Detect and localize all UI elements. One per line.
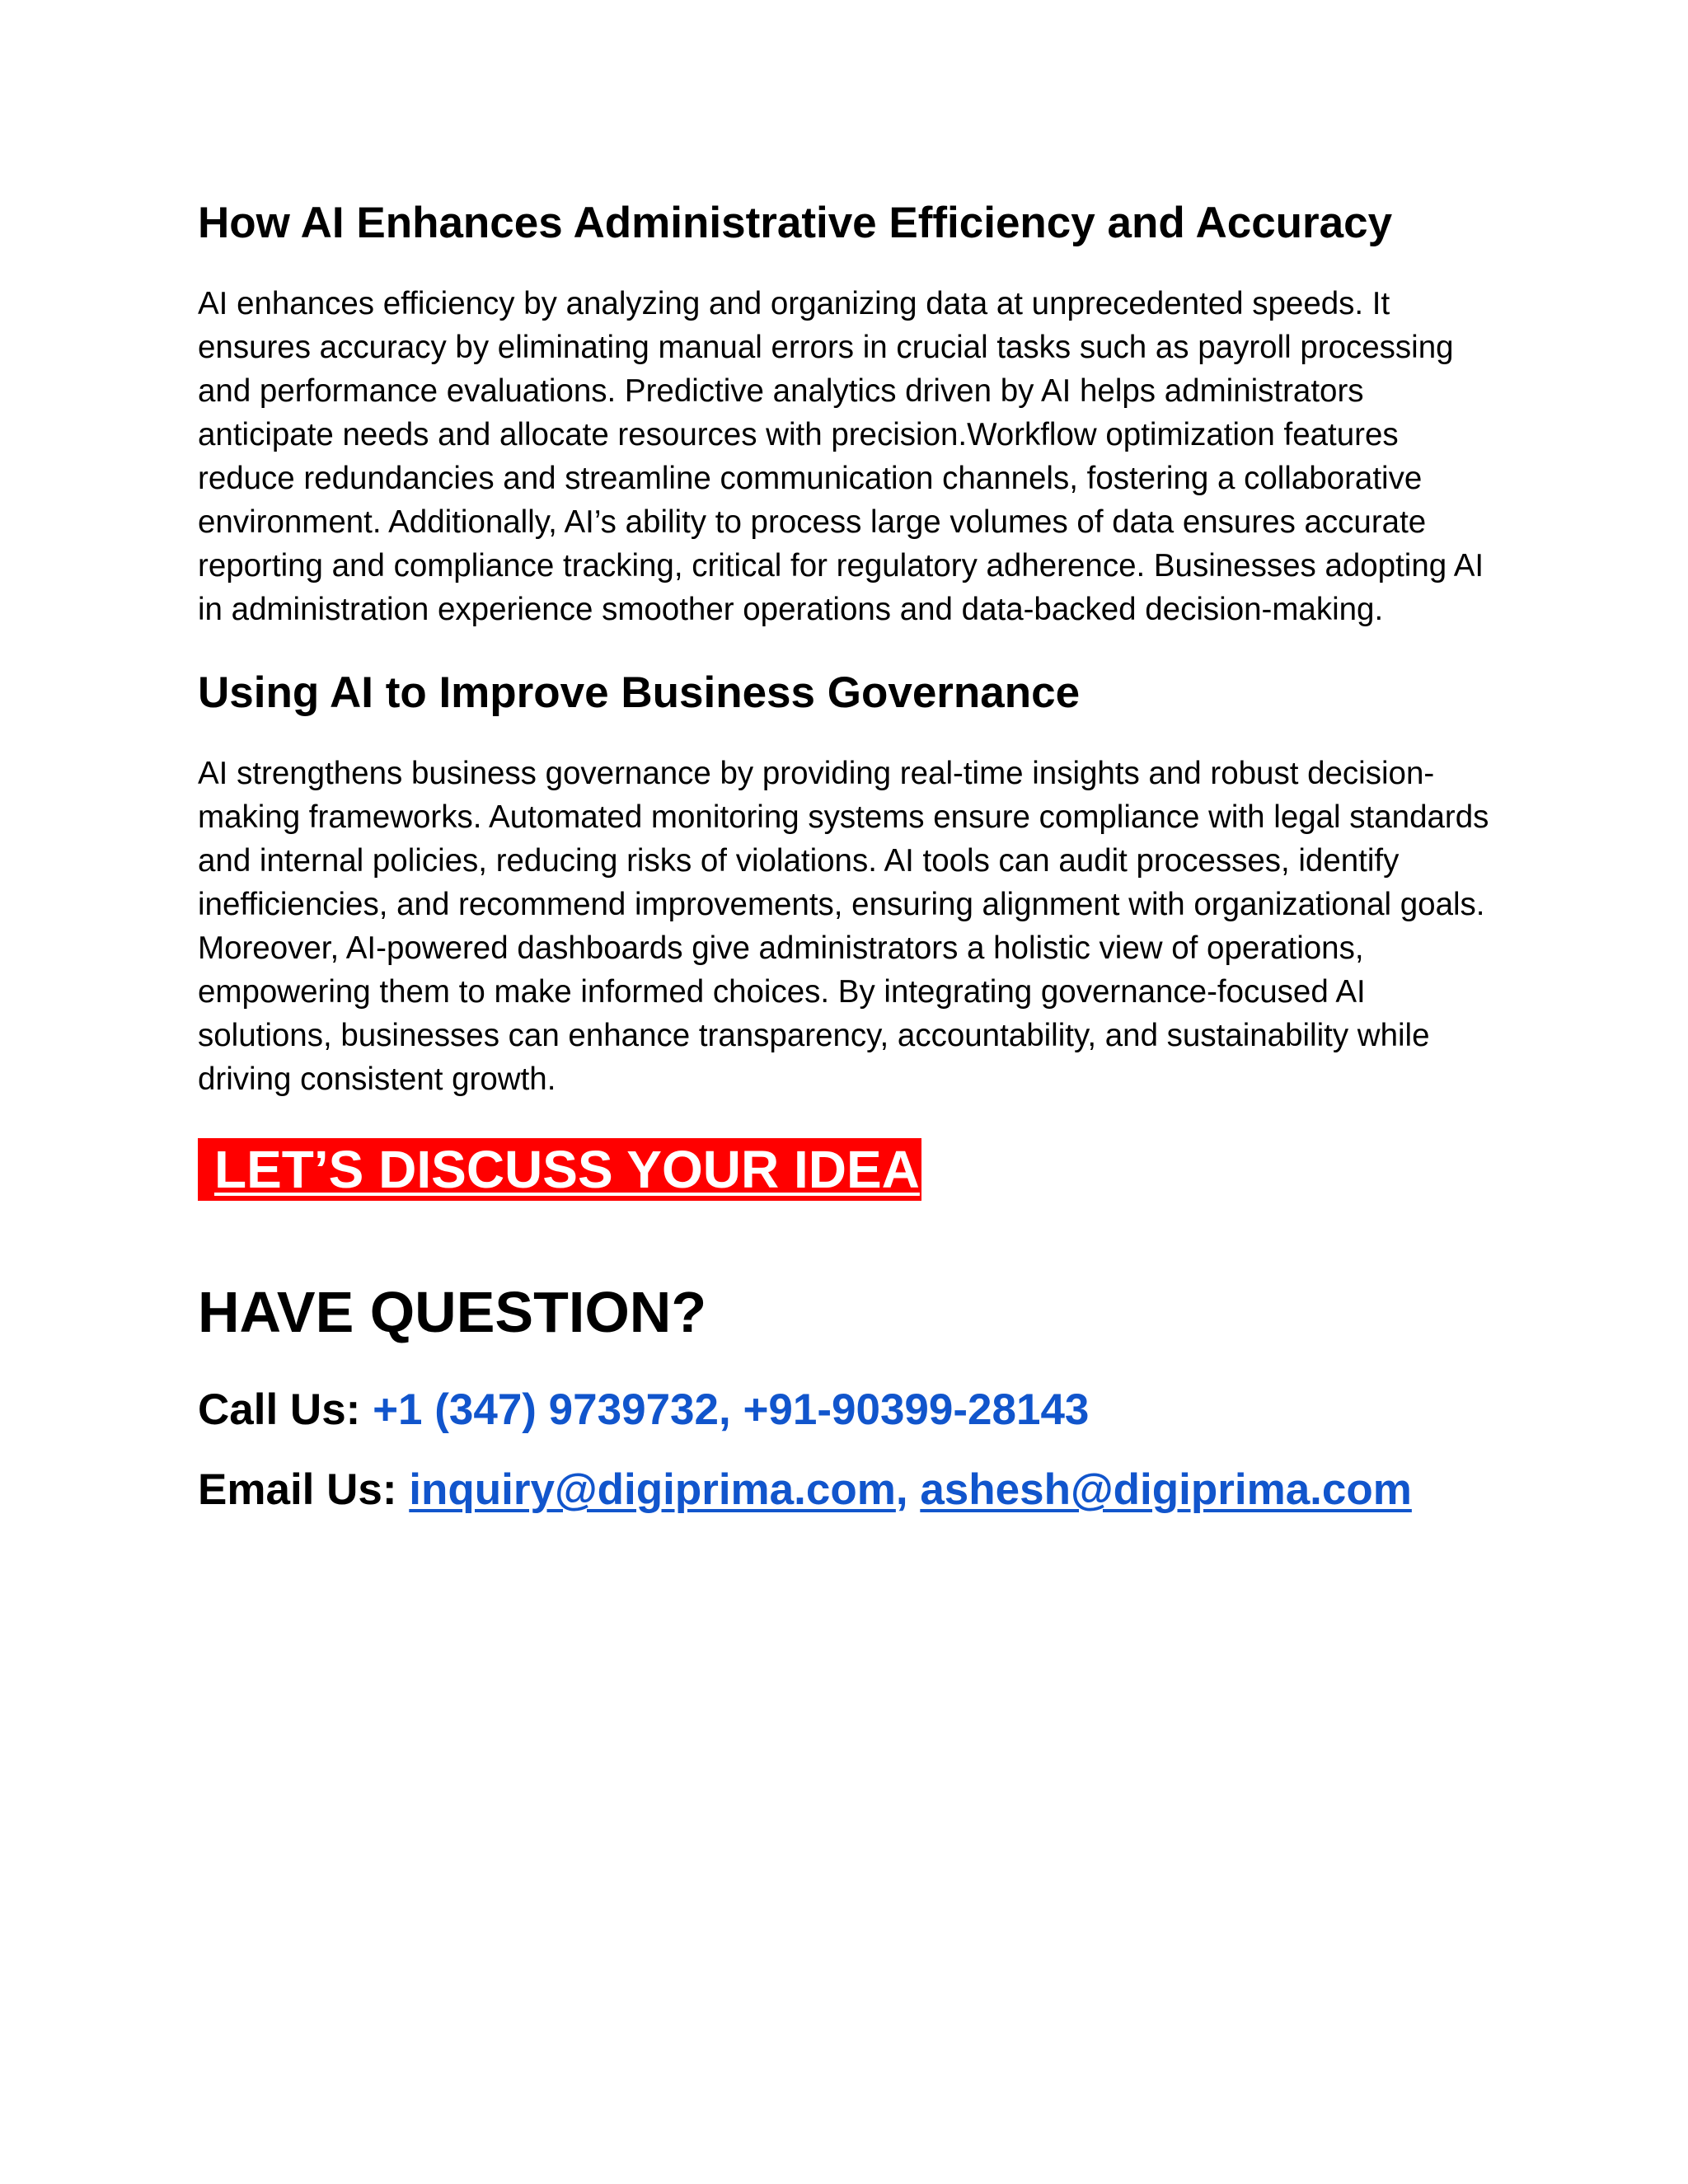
have-question-heading: HAVE QUESTION? — [198, 1280, 707, 1344]
call-us-line — [198, 1381, 1500, 1439]
email-separator: , — [895, 1465, 921, 1514]
section-body-admin-efficiency: AI enhances efficiency by analyzing and organizing data at unprecedented speeds. It ensures accuracy by eliminating manual errors in crucial tasks such as payroll processing and performance evaluations. Predictive analytics driven by AI helps administrators anticipate needs and allocate resources with precision.Workflow optimization features reduce redundancies and streamline communication channels, fostering a collaborative environment. Additionally, AI’s ability to process large volumes of data ensures accurate reporting and compliance tracking, critical for regulatory adherence. Businesses adopting AI in administration experience smoother operations and data-backed decision-making. — [198, 286, 1484, 627]
section-heading-admin-efficiency: How AI Enhances Administrative Efficiency and Accuracy — [198, 199, 1393, 247]
discuss-idea-link[interactable]: LET’S DISCUSS YOUR IDEA — [198, 1138, 921, 1201]
section-heading-business-governance: Using AI to Improve Business Governance — [198, 668, 1081, 717]
email-us-line — [198, 1461, 1500, 1519]
email-us-label: Email Us: — [198, 1465, 410, 1514]
cta-container — [198, 1138, 1500, 1201]
section-body-business-governance: AI strengthens business governance by providing real-time insights and robust decision-making frameworks. Automated monitoring systems ensure compliance with legal standards and internal policies, reducing risks of violations. AI tools can audit processes, identify inefficiencies, and recommend improvements, ensuring alignment with organizational goals. Moreover, AI-powered dashboards give administrators a holistic view of operations, empowering them to make informed choices. By integrating governance-focused AI solutions, businesses can enhance transparency, accountability, and sustainability while driving consistent growth. — [198, 756, 1489, 1097]
phone-numbers: +1 (347) 9739732, +91-90399-28143 — [373, 1385, 1090, 1434]
email-link-ashesh[interactable]: ashesh@digiprima.com — [920, 1465, 1412, 1514]
call-us-label: Call Us: — [198, 1385, 373, 1434]
email-link-inquiry[interactable]: inquiry@digiprima.com — [409, 1465, 896, 1514]
document-page — [198, 194, 1500, 1519]
